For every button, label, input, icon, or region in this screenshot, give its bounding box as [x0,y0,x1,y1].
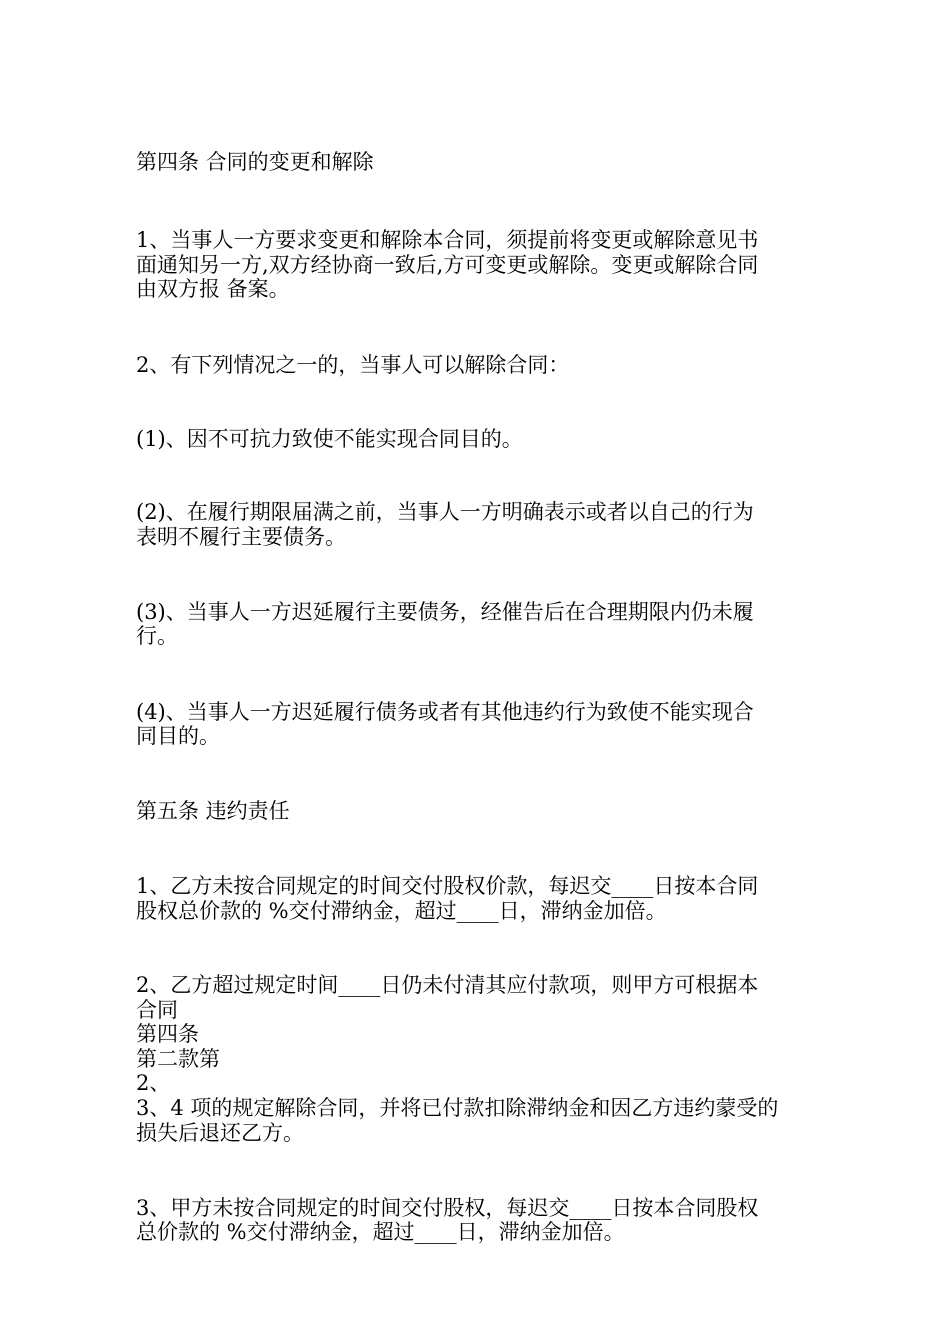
paragraph-line: 行。 [136,624,178,648]
paragraph-line: 2、 [136,1071,171,1095]
paragraph-line: 3、甲方未按合同规定的时间交付股权，每迟交____日按本合同股权 [136,1196,759,1220]
paragraph-line: 股权总价款的 %交付滞纳金，超过____日，滞纳金加倍。 [136,899,667,923]
paragraph-line: 2、乙方超过规定时间____日仍未付清其应付款项，则甲方可根据本 [136,973,759,997]
paragraph-line: 面通知另一方,双方经协商一致后,方可变更或解除。变更或解除合同 [136,253,759,277]
paragraph-line: 由双方报 备案。 [136,277,290,301]
section-heading-5: 第五条 违约责任 [136,799,290,823]
paragraph-line: 同目的。 [136,724,220,748]
paragraph-line: 3、4 项的规定解除合同，并将已付款扣除滞纳金和因乙方违约蒙受的 [136,1096,779,1120]
paragraph-line: 1、乙方未按合同规定的时间交付股权价款，每迟交____日按本合同 [136,874,759,898]
paragraph-line: 合同 [136,998,178,1022]
paragraph-line: 2、有下列情况之一的，当事人可以解除合同： [136,353,570,377]
paragraph-line: (3)、当事人一方迟延履行主要债务，经催告后在合理期限内仍未履 [136,600,754,624]
paragraph-line: 总价款的 %交付滞纳金，超过____日，滞纳金加倍。 [136,1220,625,1244]
paragraph-line: (4)、当事人一方迟延履行债务或者有其他违约行为致使不能实现合 [136,700,754,724]
paragraph-line: 1、当事人一方要求变更和解除本合同，须提前将变更或解除意见书 [136,228,759,252]
paragraph-line: (2)、在履行期限届满之前，当事人一方明确表示或者以自己的行为 [136,500,754,524]
section-heading-4: 第四条 合同的变更和解除 [136,150,374,174]
paragraph-line: 表明不履行主要债务。 [136,525,346,549]
paragraph-line: 第二款第 [136,1047,220,1071]
paragraph-line: (1)、因不可抗力致使不能实现合同目的。 [136,427,523,451]
paragraph-line: 损失后退还乙方。 [136,1121,304,1145]
paragraph-line: 第四条 [136,1022,199,1046]
